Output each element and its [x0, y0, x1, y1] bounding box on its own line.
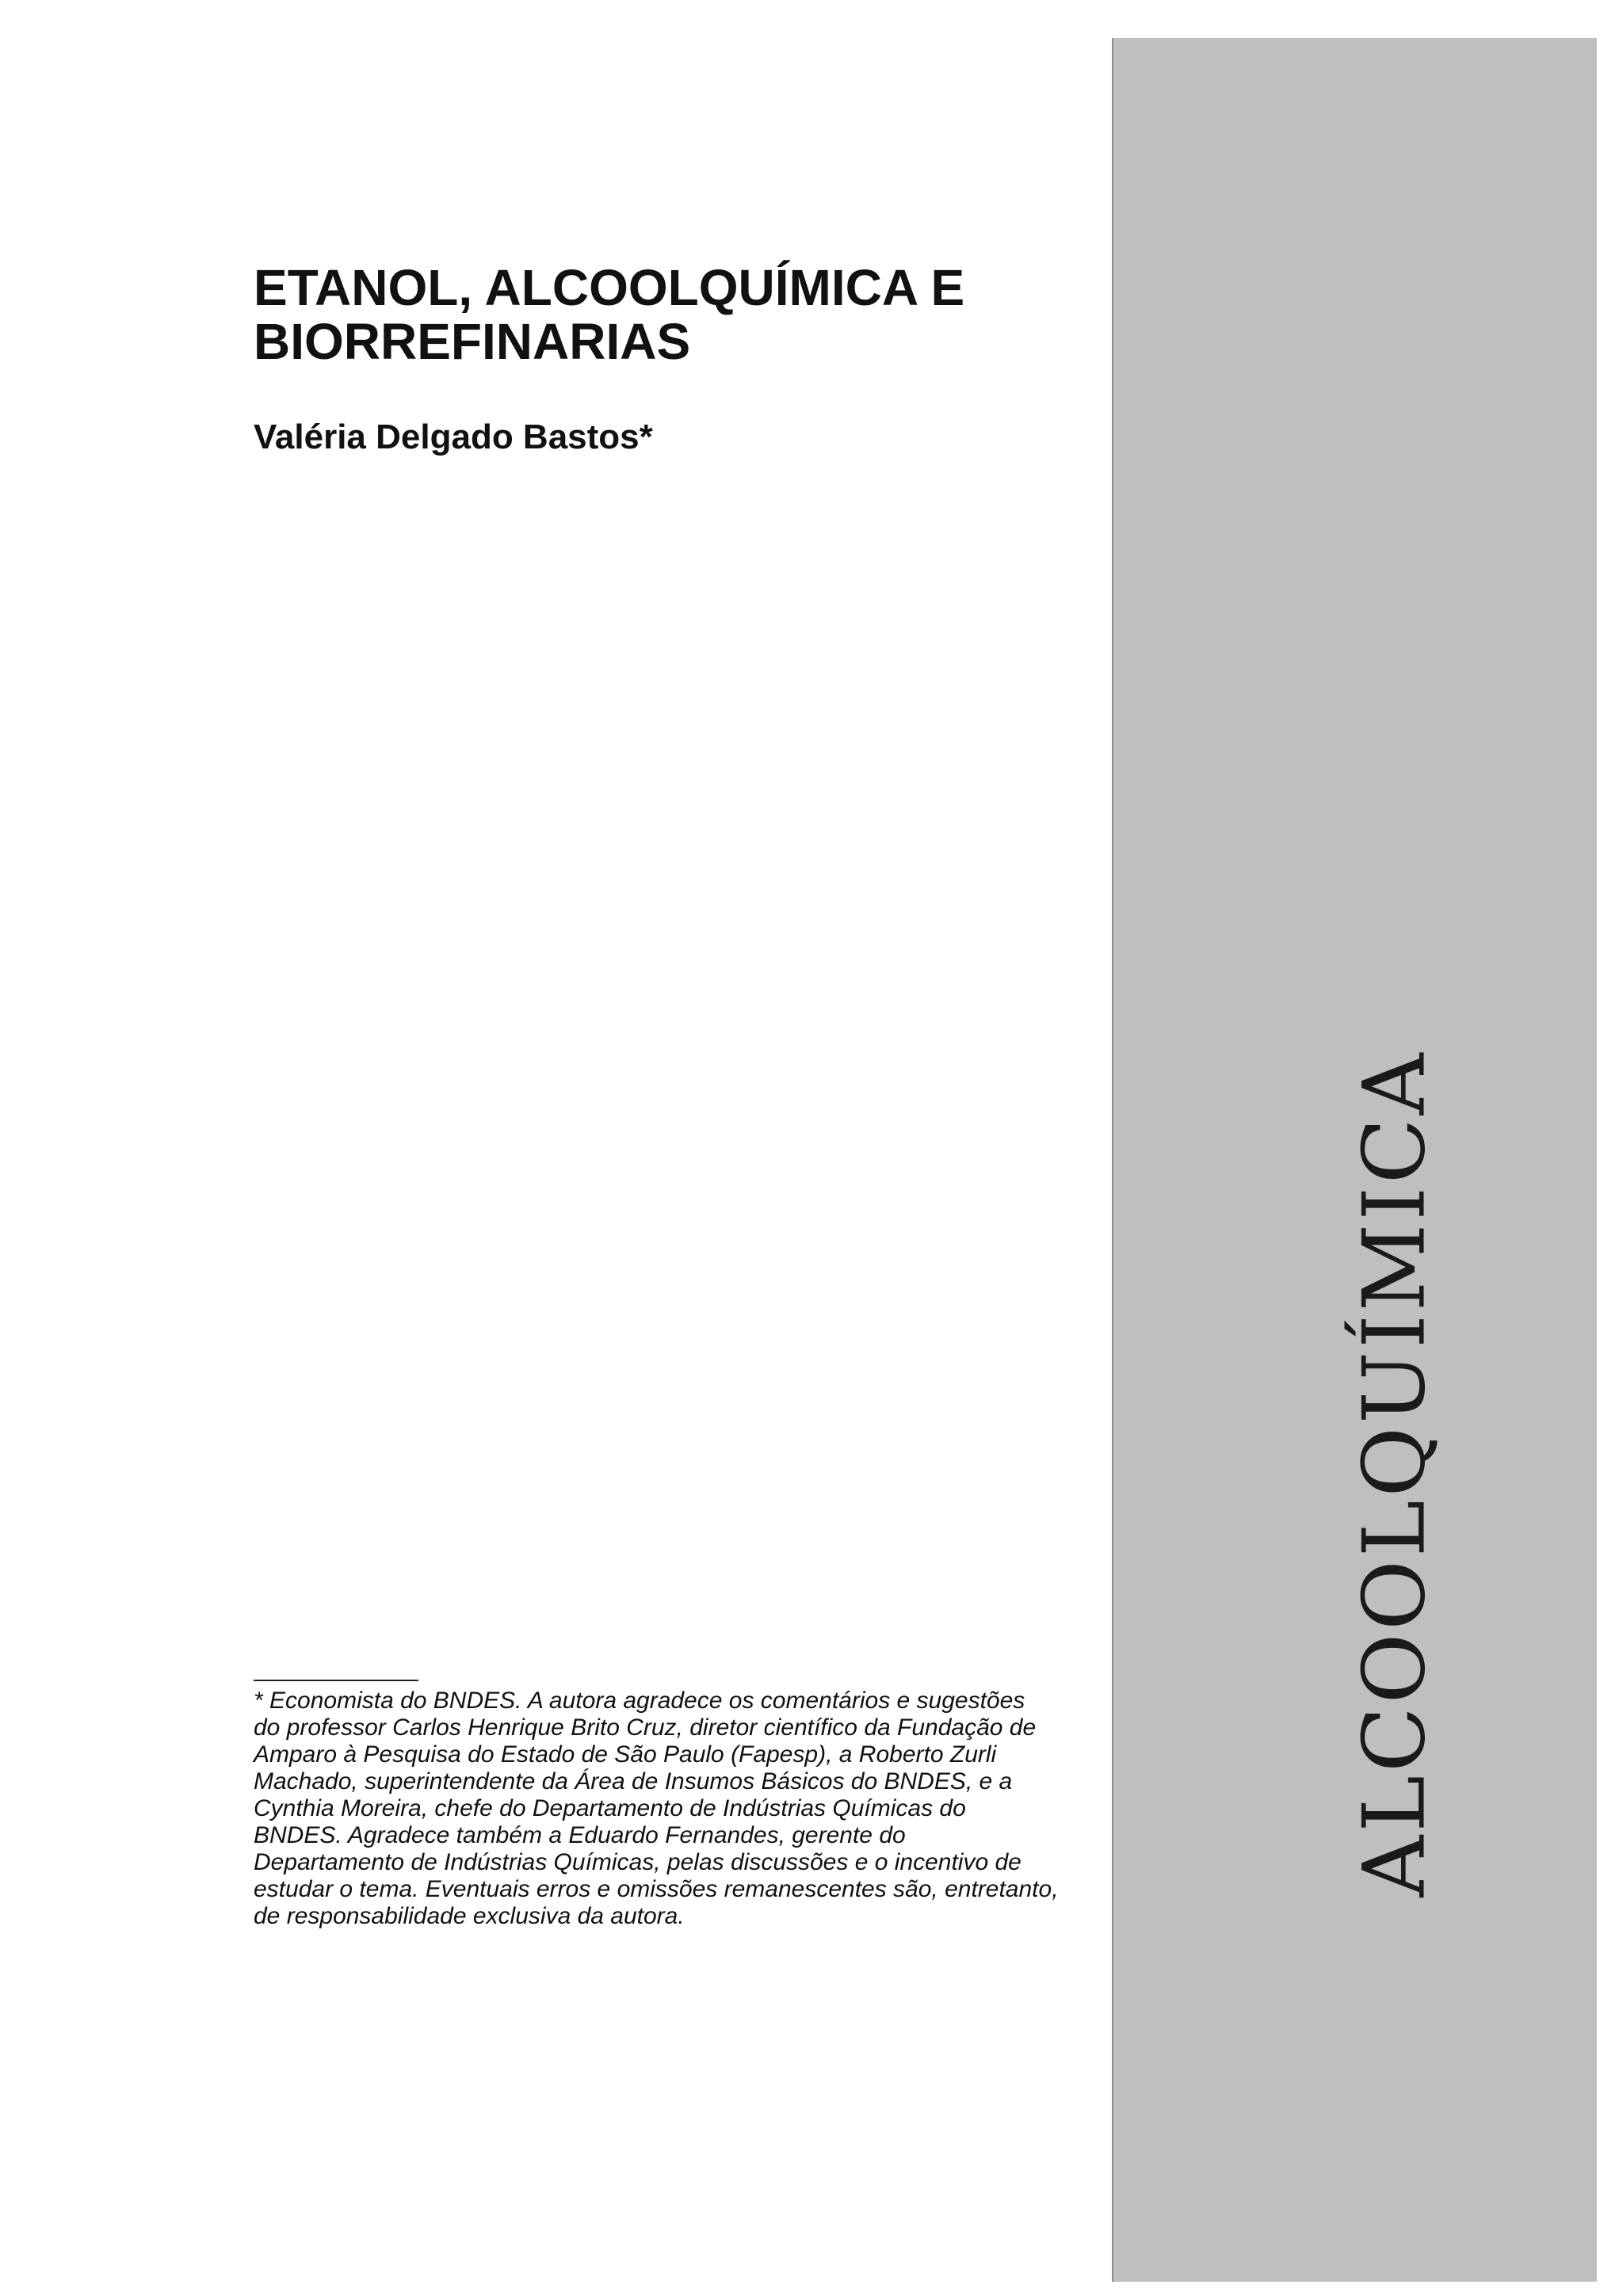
article-title-line: ETANOL, ALCOOLQUÍMICA E — [254, 259, 965, 316]
footnote-line: * Economista do BNDES. A autora agradece os comentários e sugestões — [254, 1688, 1025, 1714]
article-title — [254, 261, 1094, 369]
section-sidebar-label: ALCOOLQUÍMICA — [1345, 1050, 1445, 1897]
article-author: Valéria Delgado Bastos* — [254, 418, 653, 456]
article-title-line: BIORREFINARIAS — [254, 312, 691, 370]
footnote-line: do professor Carlos Henrique Brito Cruz, diretor científico da Fundação de — [254, 1714, 1037, 1741]
footnote-line: Machado, superintendente da Área de Insumos Básicos do BNDES, e a — [254, 1768, 1013, 1794]
footnote-line: Departamento de Indústrias Químicas, pelas discussões e o incentivo de — [254, 1849, 1022, 1875]
author-footnote — [254, 1688, 1102, 1930]
footnote-divider — [254, 1680, 418, 1681]
footnote-line: Cynthia Moreira, chefe do Departamento de Indústrias Químicas do — [254, 1795, 966, 1821]
footnote-line: Amparo à Pesquisa do Estado de São Paulo (Fapesp), a Roberto Zurli — [254, 1741, 997, 1768]
footnote-line: estudar o tema. Eventuais erros e omissões remanescentes são, entretanto, — [254, 1876, 1059, 1902]
footnote-line: de responsabilidade exclusiva da autora. — [254, 1903, 685, 1929]
footnote-line: BNDES. Agradece também a Eduardo Fernandes, gerente do — [254, 1822, 906, 1848]
